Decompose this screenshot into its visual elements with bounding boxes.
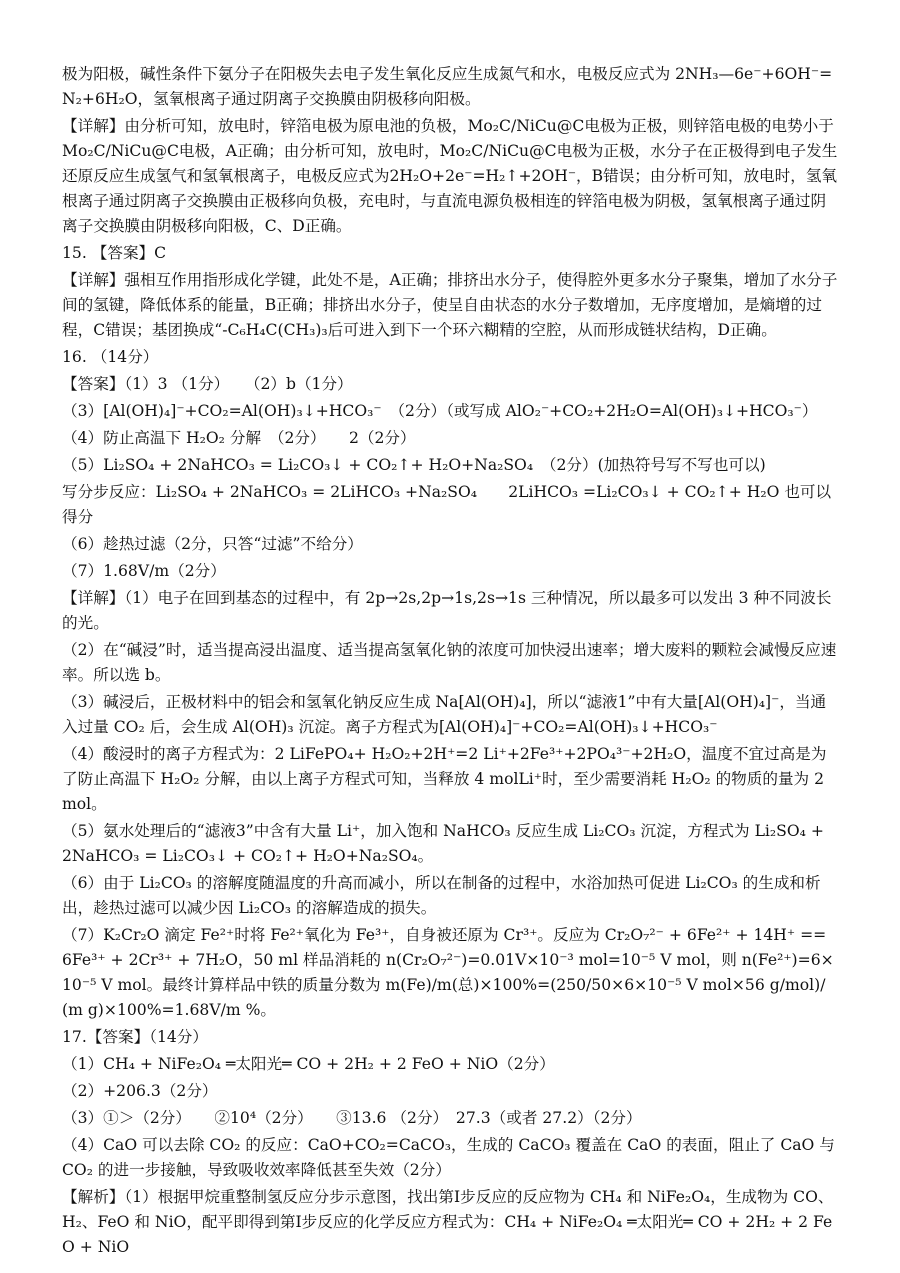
text-line: 【详解】强相互作用指形成化学键，此处不是，A正确；排挤出水分子，使得腔外更多水分子聚集，增加了水分子间的氢键，降低体系的能量，B正确；排挤出水分子，使呈自由状态的水分子数增加，无序度增加，是熵增的过程，C错误；基团换成“-C₆H₄C(CH₃)₃后可进入到下一个环六糊精的空腔，从而形成链状结构，D正确。	[62, 271, 838, 339]
text-line: 写分步反应：Li₂SO₄ + 2NaHCO₃ = 2LiHCO₃ +Na₂SO₄ 2LiHCO₃ =Li₂CO₃↓ + CO₂↑+ H₂O 也可以得分	[62, 483, 832, 526]
text-line: 【详解】（1）电子在回到基态的过程中，有 2p→2s,2p→1s,2s→1s 三种情况，所以最多可以发出 3 种不同波长的光。	[62, 589, 832, 632]
text-line: （4）酸浸时的离子方程式为：2 LiFePO₄+ H₂O₂+2H⁺=2 Li⁺+2Fe³⁺+2PO₄³⁻+2H₂O，温度不宜过高是为了防止高温下 H₂O₂ 分解，由以上离子方程式可知，当释放 4 molLi⁺时，至少需要消耗 H₂O₂ 的物质的量为 2 mol。	[62, 745, 829, 813]
text-line: （3）碱浸后，正极材料中的铝会和氢氧化钠反应生成 Na[Al(OH)₄]，所以“滤液1”中有大量[Al(OH)₄]⁻，当通入过量 CO₂ 后，会生成 Al(OH)₃ 沉淀。离子方程式为[Al(OH)₄]⁻+CO₂=Al(OH)₃↓+HCO₃⁻	[62, 693, 827, 736]
text-line: （7）1.68V/m（2分）	[62, 562, 226, 580]
text-line: （7）K₂Cr₂O 滴定 Fe²⁺时将 Fe²⁺氧化为 Fe³⁺，自身被还原为 Cr³⁺。反应为 Cr₂O₇²⁻ + 6Fe²⁺ + 14H⁺ == 6Fe³⁺ + 2Cr³⁺ + 7H₂O，50 ml 样品消耗的 n(Cr₂O₇²⁻)=0.01V×10⁻³ mol=10⁻⁵ V mol，则 n(Fe²⁺)=6×10⁻⁵ V mol。最终计算样品中铁的质量分数为 m(Fe)/m(总)×100%=(250/50×6×10⁻⁵ V mol×56 g/mol)/(m g)×100%=1.68V/m %。	[62, 926, 834, 1019]
text-line: （3）①＞（2分） ②10⁴（2分） ③13.6 （2分） 27.3（或者 27.2）（2分）	[62, 1109, 642, 1127]
text-line: 17.【答案】（14分）	[62, 1028, 208, 1046]
text-line: （4）防止高温下 H₂O₂ 分解 （2分） 2（2分）	[62, 429, 416, 447]
text-line: （2）+206.3（2分）	[62, 1082, 218, 1100]
text-line: （6）趁热过滤（2分，只答“过滤”不给分）	[62, 535, 363, 553]
text-line: 16. （14分）	[62, 348, 159, 366]
text-line: 【答案】（1）3 （1分） （2）b（1分）	[62, 375, 353, 393]
text-line: （6）由于 Li₂CO₃ 的溶解度随温度的升高而减小，所以在制备的过程中，水浴加热可促进 Li₂CO₃ 的生成和析出，趁热过滤可以减少因 Li₂CO₃ 的溶解造成的损失。	[62, 874, 821, 917]
text-line: （5）Li₂SO₄ + 2NaHCO₃ = Li₂CO₃↓ + CO₂↑+ H₂O+Na₂SO₄ （2分）(加热符号写不写也可以)	[62, 456, 766, 474]
text-line: 【解析】（1）根据甲烷重整制氢反应分步示意图，找出第Ⅰ步反应的反应物为 CH₄ 和 NiFe₂O₄，生成物为 CO、H₂、FeO 和 NiO，配平即得到第Ⅰ步反应的化学反应方程式为：CH₄ + NiFe₂O₄ ═太阳光═ CO + 2H₂ + 2 FeO + NiO	[62, 1188, 834, 1256]
text-line: 【详解】由分析可知，放电时，锌箔电极为原电池的负极，Mo₂C/NiCu@C电极为正极，则锌箔电极的电势小于Mo₂C/NiCu@C电极，A正确；由分析可知，放电时，Mo₂C/NiCu@C电极为正极，水分子在正极得到电子发生还原反应生成氢气和氢氧根离子，电极反应式为2H₂O+2e⁻=H₂↑+2OH⁻，B错误；由分析可知，放电时，氢氧根离子通过阴离子交换膜由正极移向负极，充电时，与直流电源负极相连的锌箔电极为阴极，氢氧根离子通过阴离子交换膜由阴极移向阳极，C、D正确。	[62, 117, 838, 235]
text-line: （1）CH₄ + NiFe₂O₄ ═太阳光═ CO + 2H₂ + 2 FeO + NiO（2分）	[62, 1055, 555, 1073]
text-line: （4）CaO 可以去除 CO₂ 的反应：CaO+CO₂=CaCO₃，生成的 CaCO₃ 覆盖在 CaO 的表面，阻止了 CaO 与 CO₂ 的进一步接触，导致吸收效率降低甚至失效（2分）	[62, 1136, 840, 1179]
text-line: 极为阳极，碱性条件下氨分子在阳极失去电子发生氧化反应生成氮气和水，电极反应式为 2NH₃—6e⁻+6OH⁻=N₂+6H₂O，氢氧根离子通过阴离子交换膜由阴极移向阳极。	[62, 65, 833, 108]
text-line: （2）在“碱浸”时，适当提高浸出温度、适当提高氢氧化钠的浓度可加快浸出速率；增大废料的颗粒会减慢反应速率。所以选 b。	[62, 641, 837, 684]
text-line: （3）[Al(OH)₄]⁻+CO₂=Al(OH)₃↓+HCO₃⁻ （2分）（或写成 AlO₂⁻+CO₂+2H₂O=Al(OH)₃↓+HCO₃⁻）	[62, 402, 818, 420]
text-line: 15. 【答案】C	[62, 244, 167, 262]
text-line: （5）氨水处理后的“滤液3”中含有大量 Li⁺，加入饱和 NaHCO₃ 反应生成 Li₂CO₃ 沉淀，方程式为 Li₂SO₄ + 2NaHCO₃ = Li₂CO₃↓ + CO₂↑+ H₂O+Na₂SO₄。	[62, 822, 829, 865]
